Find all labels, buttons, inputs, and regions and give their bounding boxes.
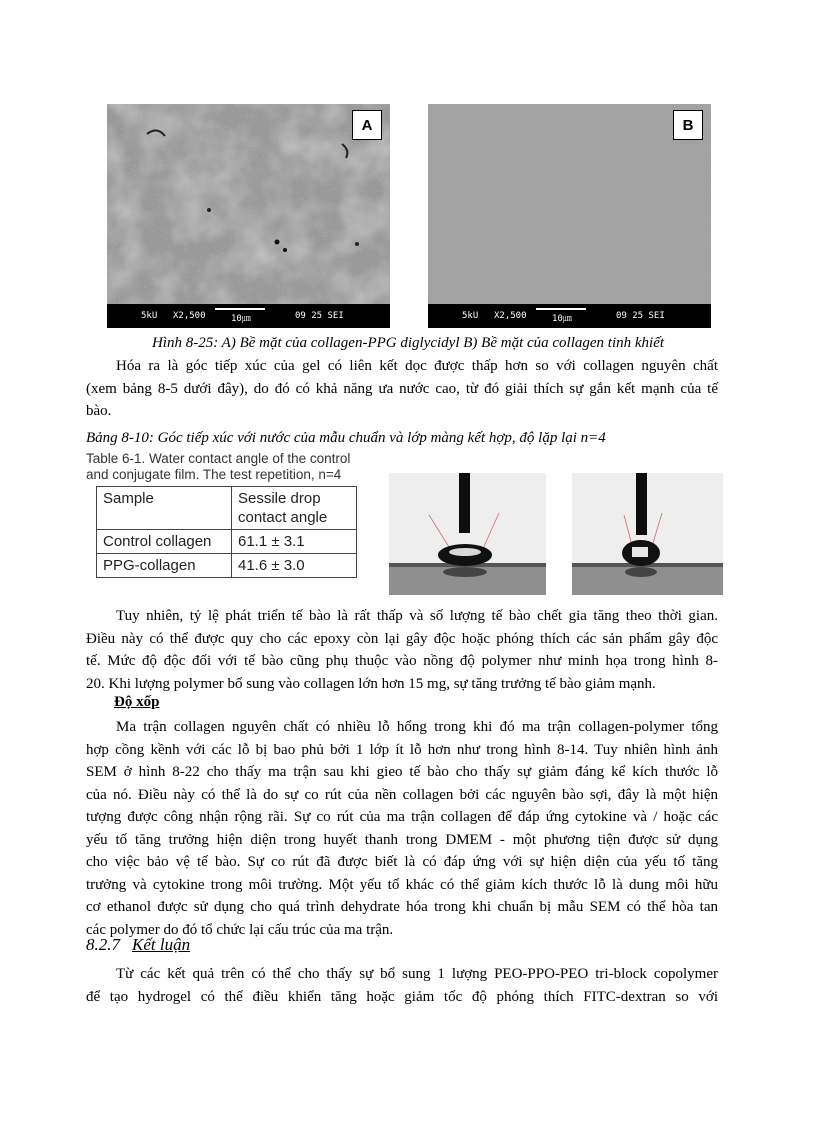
text-line: cho việc bảo vệ tế bào. Sự co rút đã được biết là có đáp ứng với sự hiện diện của yếu tố tăng <box>86 854 718 870</box>
text-line: yếu tố tăng trưởng hiện diện trong huyết thanh trong DMEM - một phương tiện được sử dụng <box>86 831 718 848</box>
paragraph-1 <box>86 355 718 423</box>
table-cell: PPG-collagen <box>97 554 232 578</box>
table-title-line-1: Table 6-1. Water contact angle of the control <box>86 451 351 466</box>
table-cell: Control collagen <box>97 530 232 554</box>
text-line: Điều này có thể được quy cho các epoxy còn lại gây độc hoặc phóng thích các sản phẩm gây độc <box>86 630 718 647</box>
sem-kv-a: 5kU <box>141 311 158 321</box>
panel-label-b: B <box>673 110 703 140</box>
text-line: các polymer do đó tổ chức lại cấu trúc của ma trận. <box>86 921 394 938</box>
table-row <box>97 554 357 578</box>
section-number: 8.2.7 <box>86 935 120 954</box>
text-line: Ma trận collagen nguyên chất có nhiều lỗ hổng trong khi đó ma trận collagen-polymer tổng <box>116 719 718 735</box>
porosity-heading: Độ xốp <box>114 694 160 710</box>
contact-angle-table <box>96 486 357 578</box>
text-line: SEM ở hình 8-22 cho thấy ma trận sau khi gieo tế bào cho thấy sự giảm đáng kể kích thước lỗ <box>86 764 718 780</box>
sem-mag-b: X2,500 <box>494 311 527 321</box>
text-line: tế. Mức độ độc đối với tế bào cũng phụ thuộc vào nồng độ polymer như minh họa trong hình 8- <box>86 653 718 669</box>
text-line: cơ ethanol được sử dụng cho quá trình dehydrate hóa trong khi chuẩn bị mẫu SEM có thể hòa tan <box>86 899 718 915</box>
text-line: Tuy nhiên, tỷ lệ phát triển tế bào là rất thấp và số lượng tế bào chết gia tăng theo thời gian. <box>116 608 718 624</box>
droplet-photo-ppg <box>572 473 723 595</box>
text-line: tượng được công nhận rộng rãi. Sự co rút của ma trận collagen để đáp ứng cytokine và / hoặc các <box>86 809 718 825</box>
scale-bar-a <box>215 308 265 310</box>
text-line: để tạo hydrogel có thể điều khiển tăng hoặc giảm tốc độ phóng thích FITC-dextran so với <box>86 988 718 1005</box>
table-header-cell: Sessile drop contact angle <box>232 487 357 530</box>
sem-mag-a: X2,500 <box>173 311 206 321</box>
sem-scale-a: 10㎛ <box>231 314 251 324</box>
text-line: Từ các kết quả trên có thể cho thấy sự bổ sung 1 lượng PEO-PPO-PEO tri-block copolymer <box>116 966 718 982</box>
sem-code-a: 09 25 SEI <box>295 311 344 321</box>
figure-caption: Hình 8-25: A) Bề mặt của collagen-PPG diglycidyl B) Bề mặt của collagen tinh khiết <box>151 335 665 351</box>
scale-bar-b <box>536 308 586 310</box>
table-caption-text: Bảng 8-10: Góc tiếp xúc với nước của mẫu chuẩn và lớp màng kết hợp, độ lặp lại n=4 <box>86 430 606 446</box>
sem-scale-b: 10㎛ <box>552 314 572 324</box>
table-caption <box>86 427 718 450</box>
sem-image-a <box>107 104 390 328</box>
sem-kv-b: 5kU <box>462 311 479 321</box>
text-line: của nó. Điều này có thể là do sự co rút của nền collagen bởi các nguyên bào sợi, đây là một hiện <box>86 786 718 803</box>
table-title-line-2: and conjugate film. The test repetition, n=4 <box>86 467 342 482</box>
sem-info-bar-b <box>428 304 711 328</box>
droplet-photo-control <box>389 473 546 595</box>
section-heading <box>86 935 190 955</box>
table-cell: 41.6 ± 3.0 <box>232 554 357 578</box>
text-line: hợp cồng kềnh với các lỗ bị bao phủ bởi 1 lớp ít lỗ hơn như trong hình 8-14. Tuy nhiên hình ảnh <box>86 741 718 758</box>
text-line: trưởng và cytokine trong môi trường. Một yếu tố khác có thể giảm kích thước lỗ là dung môi hữu <box>86 876 718 893</box>
sem-image-b <box>428 104 711 328</box>
table-header-cell: Sample <box>97 487 232 530</box>
table-header-row <box>97 487 357 530</box>
sem-info-bar-a <box>107 304 390 328</box>
text-line: 20. Khi lượng polymer bổ sung vào collagen lớn hơn 15 mg, sự tăng trưởng tế bào giảm mạnh. <box>86 675 656 692</box>
section-title: Kết luận <box>132 935 191 954</box>
paragraph-3 <box>86 716 718 941</box>
sem-code-b: 09 25 SEI <box>616 311 665 321</box>
table-row <box>97 530 357 554</box>
paragraph-2 <box>86 605 718 695</box>
contact-angle-table-image <box>86 451 380 597</box>
text-line: Hóa ra là góc tiếp xúc của gel có liên kết dọc được thấp hơn so với collagen nguyên chất <box>116 358 718 374</box>
table-cell: 61.1 ± 3.1 <box>232 530 357 554</box>
panel-label-a: A <box>352 110 382 140</box>
text-line: bào. <box>86 403 112 419</box>
paragraph-4 <box>86 963 718 1008</box>
text-line: (xem bảng 8-5 dưới đây), do đó có khả năng ưa nước cao, từ đó giải thích sự gắn kết mạnh của tế <box>86 380 718 397</box>
